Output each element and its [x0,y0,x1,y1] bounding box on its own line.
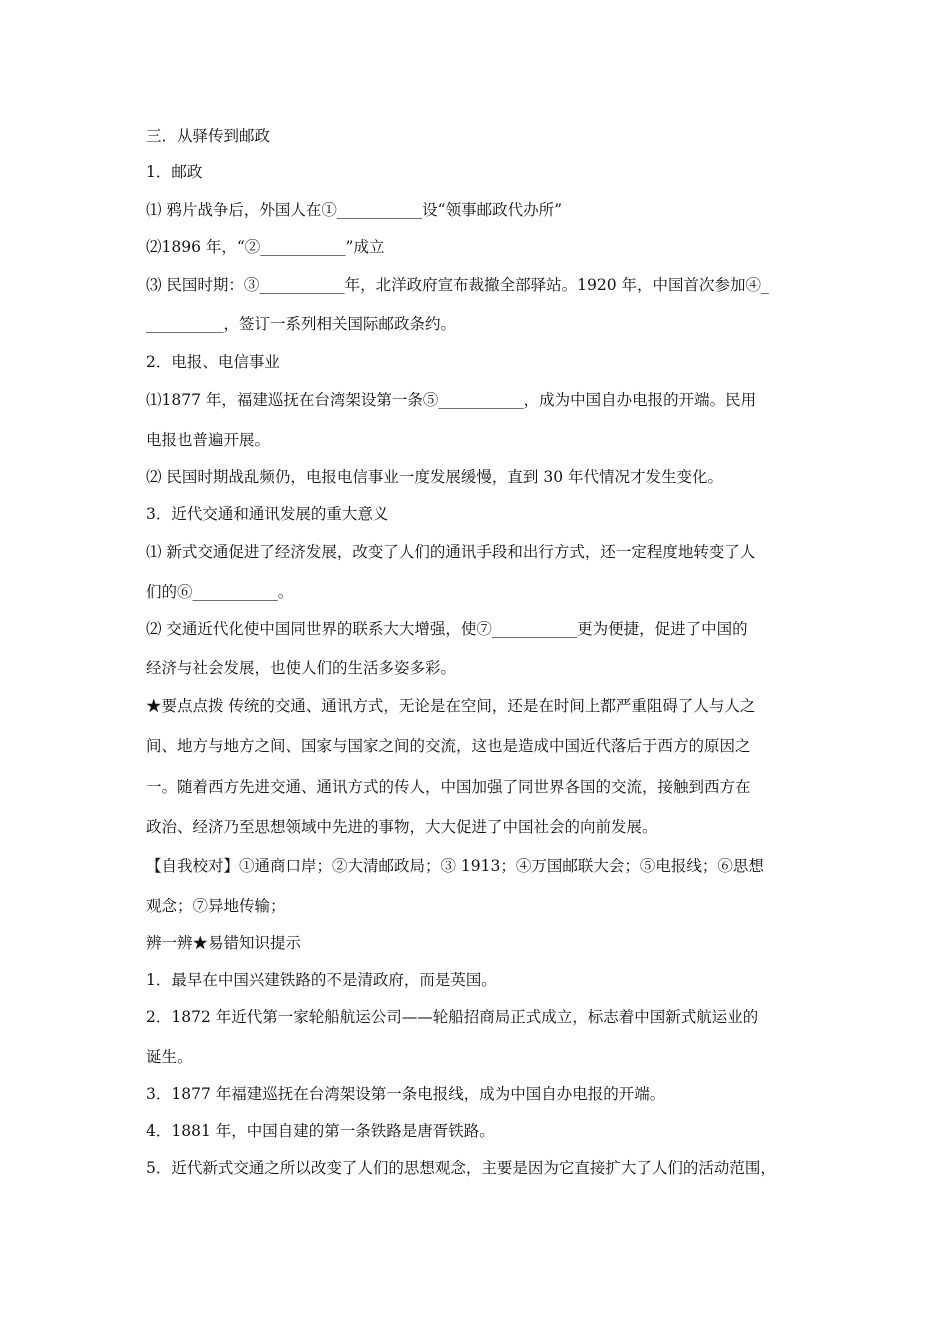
text-line: 一。随着西方先进交通、通讯方式的传人，中国加强了同世界各国的交流，接触到西方在 [146,778,751,796]
list-item: 3．1877 年福建巡抚在台湾架设第一条电报线，成为中国自办电报的开端。 [146,1085,666,1103]
text-line: ⑵1896 年，“②___________”成立 [146,238,385,256]
list-item: 2．1872 年近代第一家轮船航运公司——轮船招商局正式成立，标志着中国新式航运业的 [146,1008,759,1026]
text-line: 电报也普遍开展。 [146,431,271,449]
text-line: __________，签订一系列相关国际邮政条约。 [146,315,457,333]
subsection-heading: 2．电报、电信事业 [146,353,280,371]
text-line: 观念；⑦异地传输； [146,897,286,915]
subsection-heading: 3．近代交通和通讯发展的重大意义 [146,505,389,523]
subsection-heading: 1．邮政 [146,163,203,181]
text-line: 诞生。 [146,1048,193,1066]
text-line: ⑴ 鸦片战争后，外国人在①___________设“领事邮政代办所” [146,201,563,219]
list-item: 5．近代新式交通之所以改变了人们的思想观念，主要是因为它直接扩大了人们的活动范围， [146,1159,776,1177]
key-point-paragraph: ★要点点拨 传统的交通、通讯方式，无论是在空间，还是在时间上都严重阻碍了人与人之 [146,697,756,715]
text-line: 经济与社会发展，也使人们的生活多姿多彩。 [146,659,457,677]
list-item: 4．1881 年，中国自建的第一条铁路是唐胥铁路。 [146,1122,495,1140]
text-line: ⑵ 民国时期战乱频仍，电报电信事业一度发展缓慢，直到 30 年代情况才发生变化。 [146,468,724,486]
text-line: ⑶ 民国时期：③___________年，北洋政府宣布裁撤全部驿站。1920 年，中国首次参加④_ [146,276,769,294]
text-line: ⑵ 交通近代化使中国同世界的联系大大增强，使⑦___________更为便捷，促进了中国的 [146,620,748,638]
answer-key-line: 【自我校对】①通商口岸；②大清邮政局；③ 1913；④万国邮联大会；⑤电报线；⑥思想 [146,857,764,875]
section-heading: 辨一辨★易错知识提示 [146,934,302,952]
text-line: ⑴ 新式交通促进了经济发展，改变了人们的通讯手段和出行方式，还一定程度地转变了人 [146,543,756,561]
text-line: 们的⑥___________。 [146,583,294,601]
text-line: ⑴1877 年，福建巡抚在台湾架设第一条⑤___________，成为中国自办电报的开端。民用 [146,391,757,409]
list-item: 1．最早在中国兴建铁路的不是清政府，而是英国。 [146,971,497,989]
text-line: 间、地方与地方之间、国家与国家之间的交流，这也是造成中国近代落后于西方的原因之 [146,737,751,755]
text-line: 政治、经济乃至思想领域中先进的事物，大大促进了中国社会的向前发展。 [146,818,658,836]
section-heading: 三．从驿传到邮政 [146,127,271,145]
